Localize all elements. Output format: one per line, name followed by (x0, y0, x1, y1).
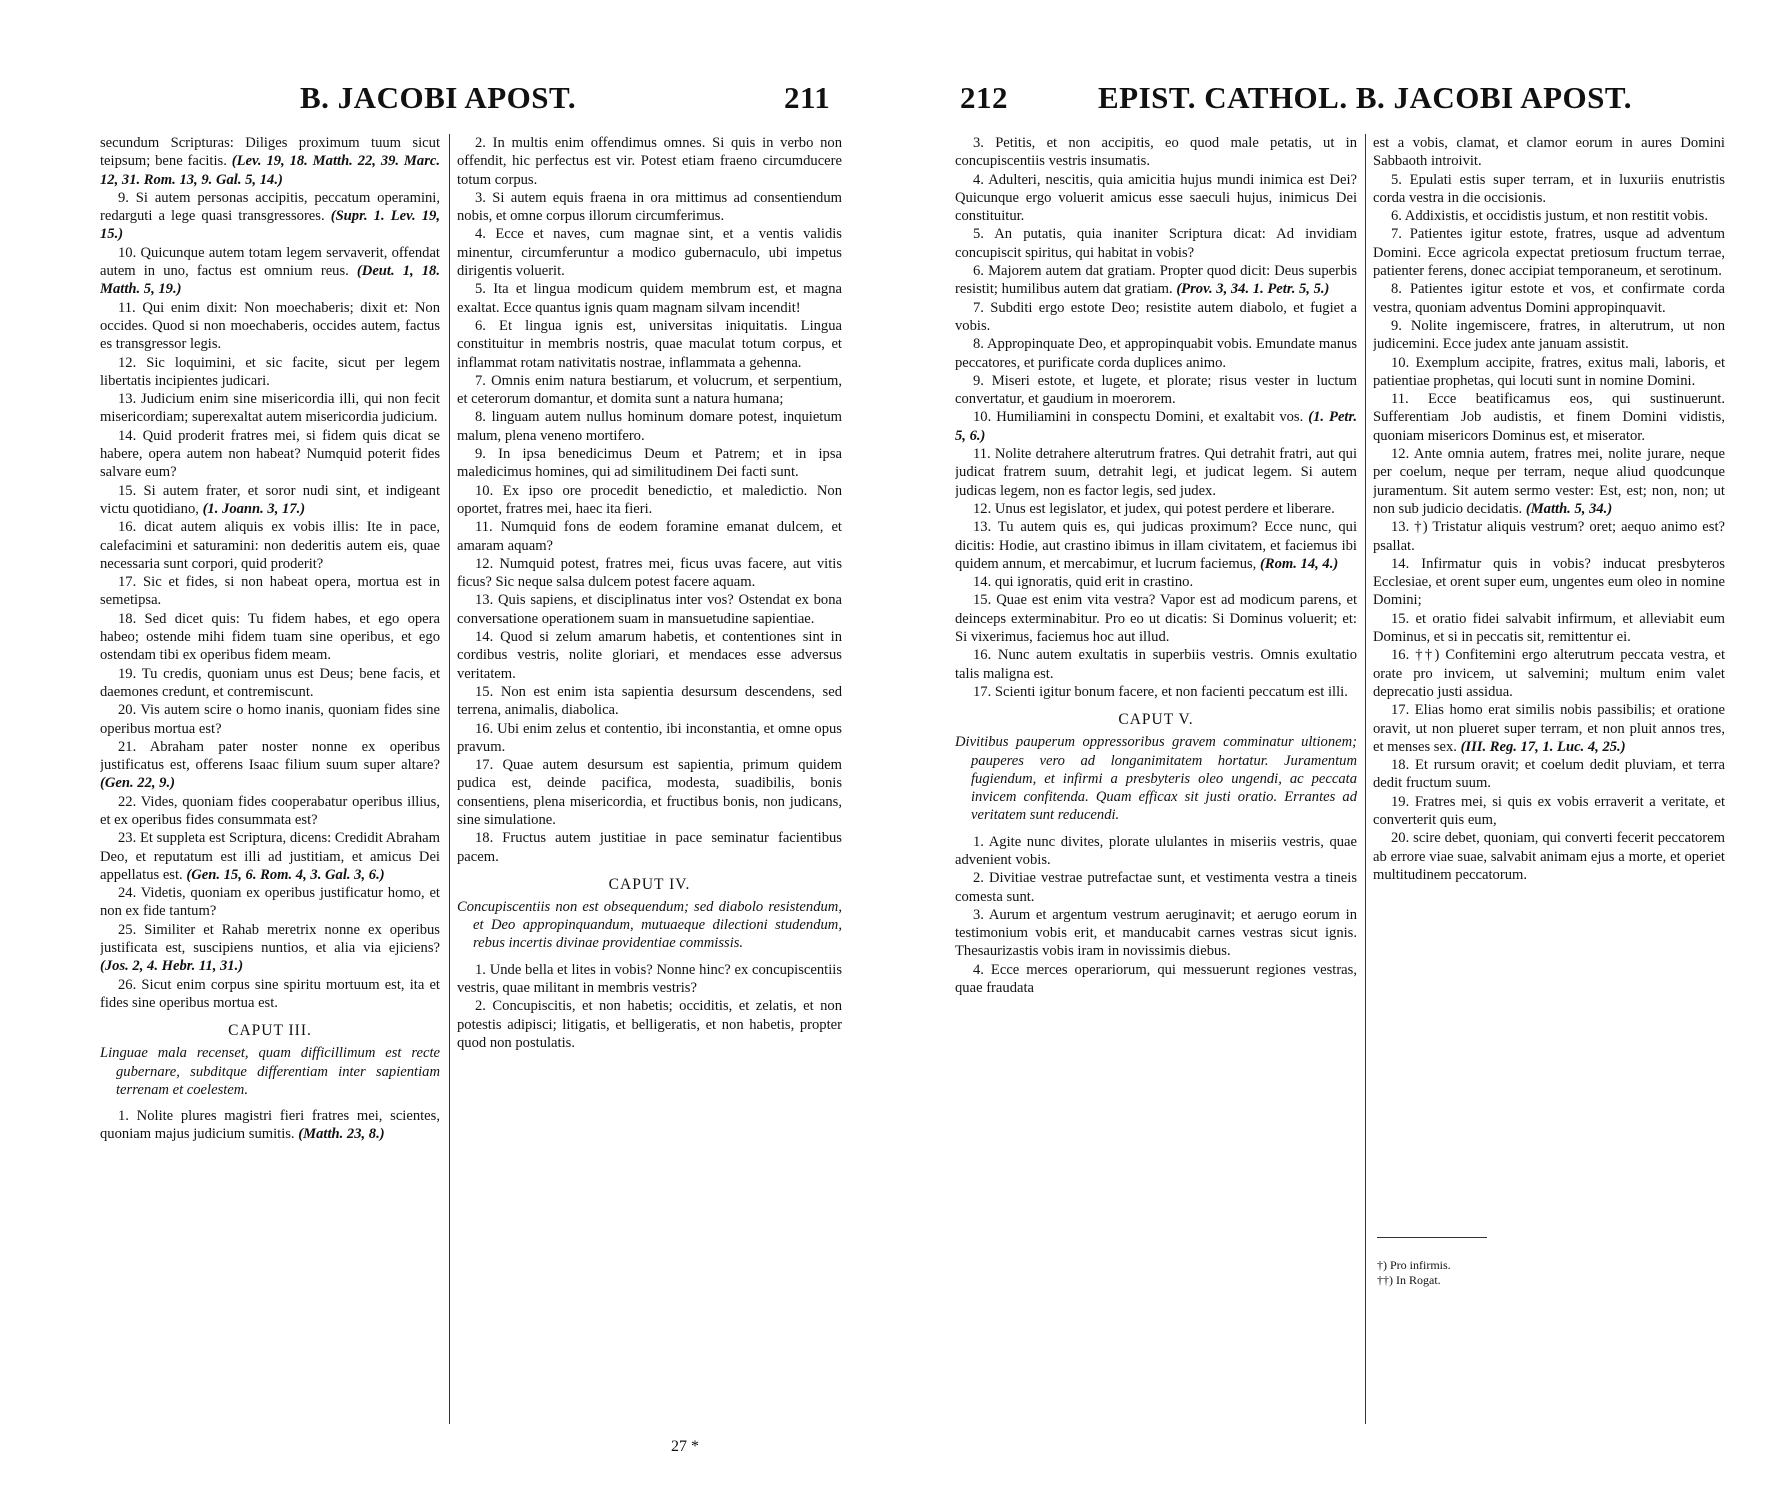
verse (457, 225, 842, 280)
verse (1373, 354, 1725, 391)
verse (100, 884, 440, 921)
scripture-reference: (III. Reg. 17, 1. Luc. 4, 25.) (1460, 738, 1626, 755)
verse (457, 683, 842, 720)
verse-text: 16. ††) Confitemini ergo alterutrum peccata vestra, et orate pro invicem, ut salvemini; multum enim valet deprecatio justi assidua. (1373, 647, 1725, 700)
verse (100, 134, 440, 189)
scripture-reference: (Matth. 5, 34.) (1525, 500, 1613, 517)
verse-text: 22. Vides, quoniam fides cooperabatur operibus illius, et ex operibus fides consummata est? (100, 793, 440, 828)
verse-text: 24. Videtis, quoniam ex operibus justificatur homo, et non ex fide tantum? (100, 885, 440, 920)
scripture-reference: (1. Joann. 3, 17.) (202, 500, 306, 517)
verse (955, 408, 1357, 445)
footnote-1: †) Pro infirmis. (1377, 1258, 1451, 1272)
verse (457, 555, 842, 592)
verse (1373, 555, 1725, 610)
footnote-2: ††) In Rogat. (1377, 1273, 1441, 1287)
verse (457, 482, 842, 519)
verse (955, 518, 1357, 573)
verse-text: 12. Ante omnia autem, fratres mei, nolite jurare, neque per coelum, neque per terram, neque aliud quodcunque juramentum. Sit autem sermo vester: Est, est; non, non; ut non sub judicio decidatis. (1373, 446, 1725, 517)
verse (1373, 317, 1725, 354)
chapter-heading: CAPUT V. (1118, 711, 1194, 729)
verse-text: 5. Epulati estis super terram, et in luxuriis enutristis corda vestra in die occisionis. (1373, 171, 1725, 206)
verse (1373, 445, 1725, 518)
verse-text: 13. †) Tristatur aliquis vestrum? oret; aequo animo est? psallat. (1373, 519, 1725, 554)
chapter-heading: CAPUT IV. (608, 875, 691, 893)
verse-text: 8. Appropinquate Deo, et appropinquabit vobis. Emundate manus peccatores, et purificate corda duplices animo. (955, 336, 1357, 371)
verse-text: 7. Omnis enim natura bestiarum, et volucrum, et serpentium, et ceterorum domantur, et domita sunt a natura humana; (457, 372, 842, 408)
verse (457, 720, 842, 757)
verse (457, 372, 842, 409)
verse (100, 701, 440, 738)
verse-text: 17. Quae autem desursum est sapientia, primum quidem pudica est, deinde pacifica, modesta, suadibilis, bonis consentiens, plena misericordia, et fructibus bonis, non judicans, sine simulatione. (457, 757, 842, 828)
verse (457, 134, 842, 189)
verse-text: 2. In multis enim offendimus omnes. Si quis in verbo non offendit, hic perfectus est vir. Potest etiam fraeno circumducere totum corpus. (457, 135, 842, 188)
verse (457, 628, 842, 683)
verse (1373, 280, 1725, 317)
verse-text: 11. Ecce beatificamus eos, qui sustinuerunt. Sufferentiam Job audistis, et finem Domini vidistis, quoniam misericors Dominus est, et miserator. (1373, 391, 1725, 444)
verse (1373, 207, 1725, 225)
verse-text: 6. Addixistis, et occidistis justum, et non restitit vobis. (1391, 208, 1709, 225)
verse (100, 573, 440, 610)
right-column-2 (1373, 134, 1725, 1204)
verse (457, 997, 842, 1052)
verse-text: 4. Ecce et naves, cum magnae sint, et a ventis validis minentur, circumferuntur a modico gubernaculo, ubi impetus dirigentis voluerit. (457, 226, 842, 280)
verse-text: 9. In ipsa benedicimus Deum et Patrem; et in ipsa maledicimus homines, qui ad similitudinem Dei facti sunt. (457, 446, 842, 481)
verse-text: 15. Non est enim ista sapientia desursum descendens, sed terrena, animalis, diabolica. (457, 683, 842, 719)
verse-text: 12. Numquid potest, fratres mei, ficus uvas facere, aut vitis ficus? Sic neque salsa dulcem potest facere aquam. (457, 555, 842, 591)
verse-text: 10. Humiliamini in conspectu Domini, et exaltabit vos. (973, 409, 1304, 426)
chapter-heading: CAPUT III. (228, 1022, 312, 1040)
left-column-1 (100, 134, 440, 1464)
verse-text: 19. Fratres mei, si quis ex vobis erraverit a veritate, et converterit quis eum, (1373, 793, 1725, 828)
verse (457, 961, 842, 998)
verse-text: 20. scire debet, quoniam, qui converti fecerit peccatorem ab errore viae suae, salvabit animam ejus a morte, et operiet multitudinem peccatorum. (1373, 830, 1725, 883)
verse (1373, 646, 1725, 701)
verse (100, 1107, 440, 1144)
running-head-right: EPIST. CATHOL. B. JACOBI APOST. (1098, 80, 1632, 115)
verse-text: 26. Sicut enim corpus sine spiritu mortuum est, ita et fides sine operibus mortua est. (100, 976, 440, 1011)
verse-text: 16. dicat autem aliquis ex vobis illis: Ite in pace, calefacimini et saturamini: non dederitis autem eis, quae necessaria sunt corpori, quid proderit? (100, 519, 440, 572)
verse (100, 482, 440, 519)
column-rule (449, 134, 450, 1424)
verse-text: 14. Infirmatur quis in vobis? inducat presbyteros Ecclesiae, et orent super eum, ungentes eum oleo in nomine Domini; (1373, 555, 1725, 609)
verse (955, 591, 1357, 646)
verse-text: 15. et oratio fidei salvabit infirmum, et alleviabit eum Dominus, et si in peccatis sit, remittentur ei. (1373, 610, 1725, 646)
verse-text: 16. Nunc autem exultatis in superbiis vestris. Omnis exultatio talis maligna est. (955, 647, 1357, 682)
verse-text: 17. Elias homo erat similis nobis passibilis; et oratione oravit, ut non plueret super terram, et non pluit annos tres, et menses sex. (1373, 702, 1725, 755)
verse-text: 21. Abraham pater noster nonne ex operibus justificatus est, offerens Isaac filium suum super altare? (100, 738, 440, 774)
verse-text: 1. Unde bella et lites in vobis? Nonne hinc? ex concupiscentiis vestris, quae militant in membris vestris? (457, 961, 842, 997)
verse-text: 18. Et rursum oravit; et coelum dedit pluviam, et terra dedit fructum suum. (1373, 757, 1725, 792)
verse (955, 869, 1357, 906)
verse (100, 665, 440, 702)
verse (955, 299, 1357, 336)
verse (955, 134, 1357, 171)
verse (457, 280, 842, 317)
scripture-reference: (Rom. 14, 4.) (1259, 555, 1339, 572)
verse (457, 408, 842, 445)
verse-text: 13. Judicium enim sine misericordia illi, qui non fecit misericordiam; superexaltat autem misericordia judicium. (100, 391, 440, 426)
verse-text: 3. Si autem equis fraena in ora mittimus ad consentiendum nobis, et omne corpus illorum circumferimus. (457, 189, 842, 225)
verse-text: 13. Quis sapiens, et disciplinatus inter vos? Ostendat ex bona conversatione operationem suam in mansuetudine sapientiae. (457, 592, 842, 627)
verse-text: 23. Et suppleta est Scriptura, dicens: Credidit Abraham Deo, et reputatum est illi ad justitiam, et amicus Dei appellatus est. (100, 830, 440, 883)
verse-text: 10. Ex ipso ore procedit benedictio, et maledictio. Non oportet, fratres mei, haec ita fieri. (457, 482, 842, 517)
verse (955, 683, 1357, 701)
column-rule (1365, 134, 1366, 1424)
verse (1373, 793, 1725, 830)
verse (457, 189, 842, 226)
verse-text: 5. Ita et lingua modicum quidem membrum est, et magna exaltat. Ecce quantus ignis quam magnam silvam incendit! (457, 281, 842, 316)
verse-text: 18. Sed dicet quis: Tu fidem habes, et ego opera habeo; ostende mihi fidem tuam sine operibus, et ego ostendam tibi ex operibus fidem meam. (100, 610, 440, 664)
running-head-left: B. JACOBI APOST. (300, 80, 577, 115)
verse (457, 756, 842, 829)
chapter-summary: Concupiscentiis non est obsequendum; sed diabolo resistendum, et Deo appropinquandum, mutuaeque dilectioni studendum, rebus incertis divinae providentiae commissis. (457, 898, 842, 952)
verse-text: 4. Adulteri, nescitis, quia amicitia hujus mundi inimica est Dei? Quicunque ergo voluerit amicus esse saeculi hujus, inimicus Dei constituitur. (955, 171, 1357, 225)
verse-text: 15. Quae est enim vita vestra? Vapor est ad modicum parens, et deinceps exterminabitur. Pro eo ut dicatis: Si Dominus voluerit; et: Si vixerimus, faciemus hoc aut illud. (955, 592, 1357, 646)
verse (100, 427, 440, 482)
verse-text: 4. Ecce merces operariorum, qui messuerunt regiones vestras, quae fraudata (955, 961, 1357, 997)
verse (955, 225, 1357, 262)
verse-text: 2. Concupiscitis, et non habetis; occiditis, et zelatis, et non potestis adipisci; litigatis, et belligeratis, et non habetis, propter quod non postulatis. (457, 998, 842, 1051)
verse (457, 829, 842, 866)
scripture-reference: (Jos. 2, 4. Hebr. 11, 31.) (100, 958, 244, 975)
left-column-2 (457, 134, 842, 1464)
chapter-summary: Linguae mala recenset, quam difficillimum est recte gubernare, subditque differentiam inter sapientiam terrenam et coelestem. (100, 1045, 440, 1098)
verse-text: secundum Scripturas: Diliges proximum tuum sicut teipsum; bene facitis. (100, 135, 440, 170)
scripture-reference: (Supr. 1. Lev. 19, 15.) (100, 208, 440, 243)
verse-text: 5. An putatis, quia inaniter Scriptura dicat: Ad invidiam concupiscit spiritus, qui habitat in vobis? (955, 226, 1357, 261)
verse-text: 6. Et lingua ignis est, universitas iniquitatis. Lingua constituitur in membris nostris, quae maculat totum corpus, et inflammat rotam nativitatis nostrae, inflammata a gehenna. (457, 317, 842, 371)
verse-text: 17. Sic et fides, si non habeat opera, mortua est in semetipsa. (100, 574, 440, 609)
verse-text: 10. Quicunque autem totam legem servaverit, offendat autem in uno, factus est omnium reus. (100, 244, 440, 280)
verse (1373, 518, 1725, 555)
verse (100, 189, 440, 244)
verse-text: 10. Exemplum accipite, fratres, exitus mali, laboris, et patientiae prophetas, qui locuti sunt in nomine Domini. (1373, 354, 1725, 389)
verse (1373, 756, 1725, 793)
scripture-reference: (1. Petr. 5, 6.) (955, 409, 1357, 444)
verse (1373, 390, 1725, 445)
verse (1373, 701, 1725, 756)
verse-text: 12. Sic loquimini, et sic facite, sicut per legem libertatis incipientes judicari. (100, 354, 440, 389)
verse-text: 14. Quid proderit fratres mei, si fidem quis dicat se habere, opera autem non habeat? Numquid poterit fides salvare eum? (100, 427, 440, 481)
verse (457, 317, 842, 372)
verse-text: 16. Ubi enim zelus et contentio, ibi inconstantia, et omne opus pravum. (457, 720, 842, 755)
verse-text: 15. Si autem frater, et soror nudi sint, et indigeant victu quotidiano, (100, 482, 440, 517)
verse (955, 171, 1357, 226)
scripture-reference: (Deut. 1, 18. Matth. 5, 19.) (100, 263, 440, 298)
verse-text: 9. Miseri estote, et lugete, et plorate; risus vester in luctum convertatur, et gaudium in moerorem. (955, 372, 1357, 408)
verse-text: 17. Scienti igitur bonum facere, et non facienti peccatum est illi. (973, 683, 1348, 700)
verse (1373, 829, 1725, 884)
verse (457, 518, 842, 555)
verse-text: 11. Numquid fons de eodem foramine emanat dulcem, et amaram aquam? (457, 519, 842, 554)
verse (955, 906, 1357, 961)
verse-text: 3. Aurum et argentum vestrum aeruginavit; et aerugo eorum in testimonium vobis erit, et manducabit carnes vestras sicut ignis. Thesaurizastis vobis iram in novissimis diebus. (955, 906, 1357, 960)
verse (100, 518, 440, 573)
verse (955, 573, 1357, 591)
verse-text: 20. Vis autem scire o homo inanis, quoniam fides sine operibus mortua est? (100, 702, 440, 737)
verse (100, 244, 440, 299)
verse (955, 500, 1357, 518)
verse-text: 14. qui ignoratis, quid erit in crastino. (973, 574, 1194, 591)
verse-text: 18. Fructus autem justitiae in pace seminatur facientibus pacem. (457, 830, 842, 865)
verse (955, 445, 1357, 500)
scripture-reference: (Gen. 15, 6. Rom. 4, 3. Gal. 3, 6.) (186, 866, 385, 883)
scripture-reference: (Gen. 22, 9.) (100, 775, 175, 792)
verse (100, 921, 440, 976)
verse-text: 7. Patientes igitur estote, fratres, usque ad adventum Domini. Ecce agricola expectat pretiosum fructum terrae, patienter ferens, donec accipiat temporaneum, et serotinum. (1373, 226, 1725, 280)
verse-text: 2. Divitiae vestrae putrefactae sunt, et vestimenta vestra a tineis comesta sunt. (955, 870, 1357, 905)
verse-text: 3. Petitis, et non accipitis, eo quod male petatis, ut in concupiscentiis vestris insumatis. (955, 135, 1357, 170)
verse (955, 262, 1357, 299)
verse (1373, 610, 1725, 647)
verse (955, 335, 1357, 372)
verse-text: 13. Tu autem quis es, qui judicas proximum? Ecce nunc, qui dicitis: Hodie, aut crastino ibimus in illam civitatem, et faciemus ibi quidem annum, et mercabimur, et lucrum faciemus, (955, 519, 1357, 572)
verse-text: 9. Nolite ingemiscere, fratres, in alterutrum, ut non judicemini. Ecce judex ante januam assistit. (1373, 317, 1725, 353)
right-page (890, 0, 1780, 1500)
right-column-1 (955, 134, 1357, 1464)
verse (1373, 134, 1725, 171)
scripture-reference: (Lev. 19, 18. Matth. 22, 39. Marc. 12, 31. Rom. 13, 9. Gal. 5, 14.) (100, 153, 440, 188)
verse (955, 646, 1357, 683)
page-number-211: 211 (784, 80, 831, 115)
signature-mark: 27 * (671, 1438, 699, 1455)
verse-text: 8. Patientes igitur estote et vos, et confirmate corda vestra, quoniam adventus Domini appropinquavit. (1373, 281, 1725, 316)
verse (955, 961, 1357, 998)
footnote-rule (1377, 1237, 1487, 1238)
verse-text: est a vobis, clamat, et clamor eorum in aures Domini Sabbaoth introivit. (1373, 135, 1725, 170)
verse-text: 14. Quod si zelum amarum habetis, et contentiones sint in cordibus vestris, nolite gloriari, et mendaces esse adversus veritatem. (457, 629, 842, 682)
verse-text: 12. Unus est legislator, et judex, qui potest perdere et liberare. (973, 500, 1335, 517)
verse (100, 793, 440, 830)
scripture-reference: (Prov. 3, 34. 1. Petr. 5, 5.) (1176, 281, 1330, 298)
verse-text: 8. linguam autem nullus hominum domare potest, inquietum malum, plena veneno mortifero. (457, 409, 842, 444)
verse (100, 976, 440, 1013)
verse (457, 445, 842, 482)
scripture-reference: (Matth. 23, 8.) (298, 1126, 385, 1143)
verse (1373, 171, 1725, 208)
verse (1373, 225, 1725, 280)
verse (100, 299, 440, 354)
verse (100, 390, 440, 427)
chapter-summary: Divitibus pauperum oppressoribus gravem comminatur ultionem; pauperes vero ad longanimitatem hortatur. Juramentum fugiendum, et infirmi a presbyteris oleo ungendi, ac peccata invicem confitenda. Quam efficax sit justi oratio. Errantes ad veritatem sunt reducendi. (955, 734, 1357, 824)
verse (100, 354, 440, 391)
verse (100, 610, 440, 665)
verse (100, 738, 440, 793)
verse (955, 833, 1357, 870)
verse-text: 19. Tu credis, quoniam unus est Deus; bene facis, et daemones credunt, et contremiscunt. (100, 665, 440, 700)
verse-text: 1. Agite nunc divites, plorate ululantes in miseriis vestris, quae advenient vobis. (955, 833, 1357, 868)
verse (955, 372, 1357, 409)
page-number-212: 212 (960, 80, 1008, 115)
verse-text: 11. Qui enim dixit: Non moechaberis; dixit et: Non occides. Quod si non moechaberis, occides autem, factus es transgressor legis. (100, 299, 440, 353)
verse-text: 25. Similiter et Rahab meretrix nonne ex operibus justificata est, suscipiens nuntios, et alia via ejiciens? (100, 921, 440, 957)
verse-text: 7. Subditi ergo estote Deo; resistite autem diabolo, et fugiet a vobis. (955, 299, 1357, 334)
verse-text: 1. Nolite plures magistri fieri fratres mei, scientes, quoniam majus judicium sumitis. (100, 1108, 440, 1143)
verse (100, 829, 440, 884)
verse (457, 591, 842, 628)
verse-text: 11. Nolite detrahere alterutrum fratres. Qui detrahit fratri, aut qui judicat fratrem suum, detrahit legi, et judicat legem. Si autem judicas legem, non es factor legis, sed judex. (955, 446, 1357, 499)
verse-text: 6. Majorem autem dat gratiam. Propter quod dicit: Deus superbis resistit; humilibus autem dat gratiam. (955, 263, 1357, 298)
verse-text: 9. Si autem personas accipitis, peccatum operamini, redarguti a lege quasi transgressores. (100, 189, 440, 225)
